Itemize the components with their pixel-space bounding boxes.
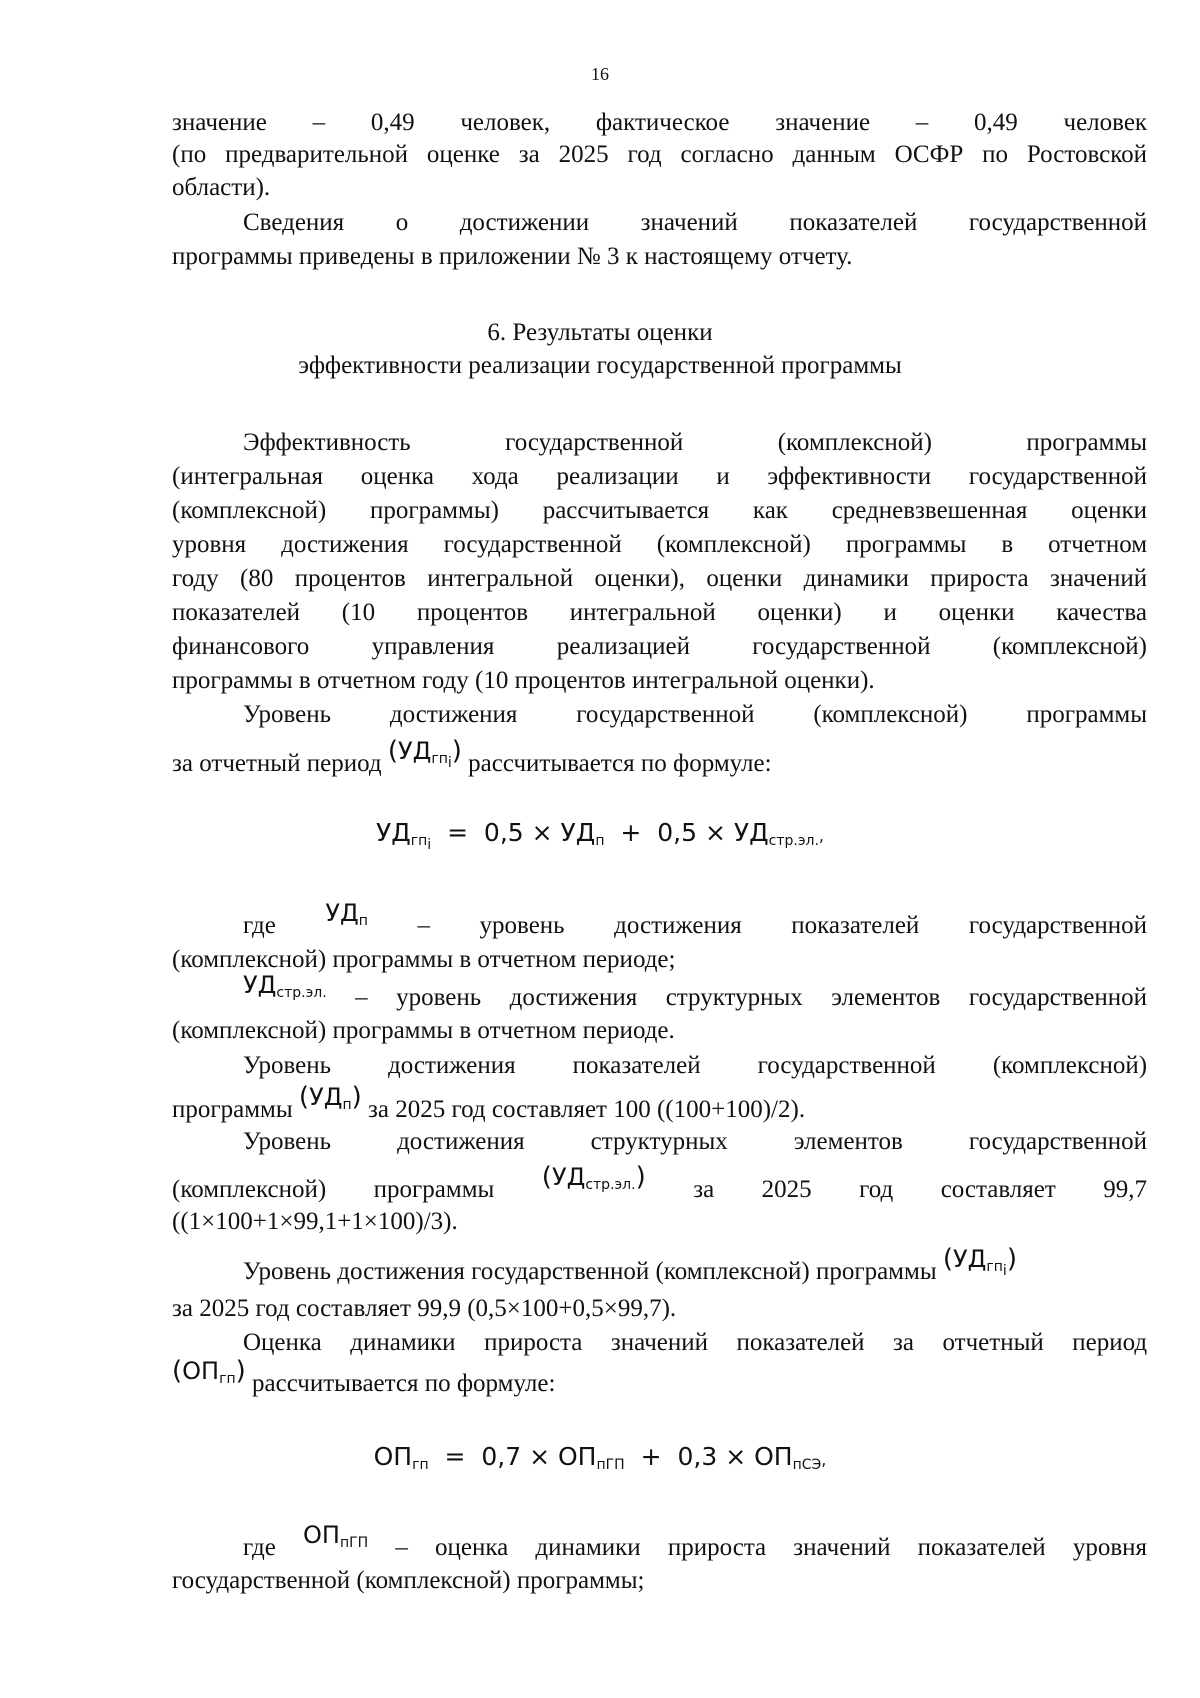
symbol-ud-strel: $(УД_{стр.эл.})$ <box>541 1162 646 1193</box>
text-line: за 2025 год составляет 99,9 (0,5×100+0,5×99,7). <box>172 1295 677 1322</box>
text-line: Уровень достижения государственной (комплексной) программы <box>243 701 1148 728</box>
text-line: Оценка динамики прироста значений показателей за отчетный период <box>243 1329 1148 1356</box>
text-line: Сведения о достижении значений показателей государственной <box>243 209 1148 236</box>
text-line: Уровень достижения государственной (комплексной) программы $(УД_{гп_i})$ <box>243 1244 1017 1285</box>
text-line: финансового управления реализацией государственной (комплексной) <box>172 633 1147 660</box>
text-line: где $ОП_{пГП}$ – оценка динамики прироста значений показателей уровня <box>243 1521 1148 1561</box>
text-line: (по предварительной оценке за 2025 год согласно данным ОСФР по Ростовской <box>172 141 1147 168</box>
text-line: где $УД_п$ – уровень достижения показателей государственной <box>243 899 1148 939</box>
symbol-op-pgp: $ОП_{пГП}$ <box>303 1521 369 1551</box>
formula-op-gp: $ОП_{гп} = 0,7 \times ОП_{пГП} + 0,3 \times ОП_{пСЭ}$, <box>373 1442 827 1473</box>
text-line: государственной (комплексной) программы; <box>172 1567 645 1594</box>
text-line: $УД_{стр.эл.}$ – уровень достижения структурных элементов государственной <box>243 971 1147 1011</box>
text-line: Эффективность государственной (комплексной) программы <box>243 429 1148 456</box>
text-line: области). <box>172 174 271 201</box>
text-line: (комплексной) программы $(УД_{стр.эл.})$ за 2025 год составляет 99,7 <box>172 1162 1148 1203</box>
section-subtitle: эффективности реализации государственной программы <box>298 352 902 379</box>
section-title: 6. Результаты оценки <box>487 319 713 346</box>
symbol-ud-strel: $УД_{стр.эл.}$ <box>243 971 327 1001</box>
text-line: показателей (10 процентов интегральной оценки) и оценки качества <box>172 599 1147 626</box>
symbol-ud-p: $УД_п$ <box>325 899 368 929</box>
text-line: (интегральная оценка хода реализации и эффективности государственной <box>172 463 1148 490</box>
text-line: за отчетный период $(УД_{гп_i})$ рассчитывается по формуле: <box>172 736 772 777</box>
symbol-ud-p: $(УД_п)$ <box>298 1082 362 1113</box>
text-line: значение – 0,49 человек, фактическое значение – 0,49 человек <box>172 109 1148 136</box>
formula-ud-gp: $УД_{гп_i} = 0,5 \times УД_п + 0,5 \times УД_{стр.эл.}$, <box>375 818 824 853</box>
symbol-ud-gpi: $(УД_{гп_i})$ <box>942 1244 1017 1279</box>
text-line: (комплексной) программы в отчетном периоде. <box>172 1017 675 1044</box>
text-line: году (80 процентов интегральной оценки), оценки динамики прироста значений <box>172 565 1148 592</box>
text-line: ((1×100+1×99,1+1×100)/3). <box>172 1208 458 1235</box>
text-line: программы приведены в приложении № 3 к настоящему отчету. <box>172 243 853 270</box>
text-line: уровня достижения государственной (комплексной) программы в отчетном <box>172 531 1148 558</box>
text-line: программы $(УД_п)$ за 2025 год составляет 100 ((100+100)/2). <box>172 1082 806 1123</box>
text-line: (комплексной) программы) рассчитывается как средневзвешенная оценки <box>172 497 1148 524</box>
text-line: $(ОП_{гп})$ рассчитывается по формуле: <box>172 1356 556 1397</box>
symbol-op-gp: $(ОП_{гп})$ <box>172 1356 246 1387</box>
text-line: Уровень достижения структурных элементов государственной <box>243 1128 1148 1155</box>
text-line: Уровень достижения показателей государственной (комплексной) <box>243 1052 1148 1079</box>
text-line: (комплексной) программы в отчетном периоде; <box>172 946 676 973</box>
page-number: 16 <box>591 64 609 84</box>
text-line: программы в отчетном году (10 процентов интегральной оценки). <box>172 667 875 694</box>
symbol-ud-gpi: $(УД_{гп_i})$ <box>387 736 462 771</box>
